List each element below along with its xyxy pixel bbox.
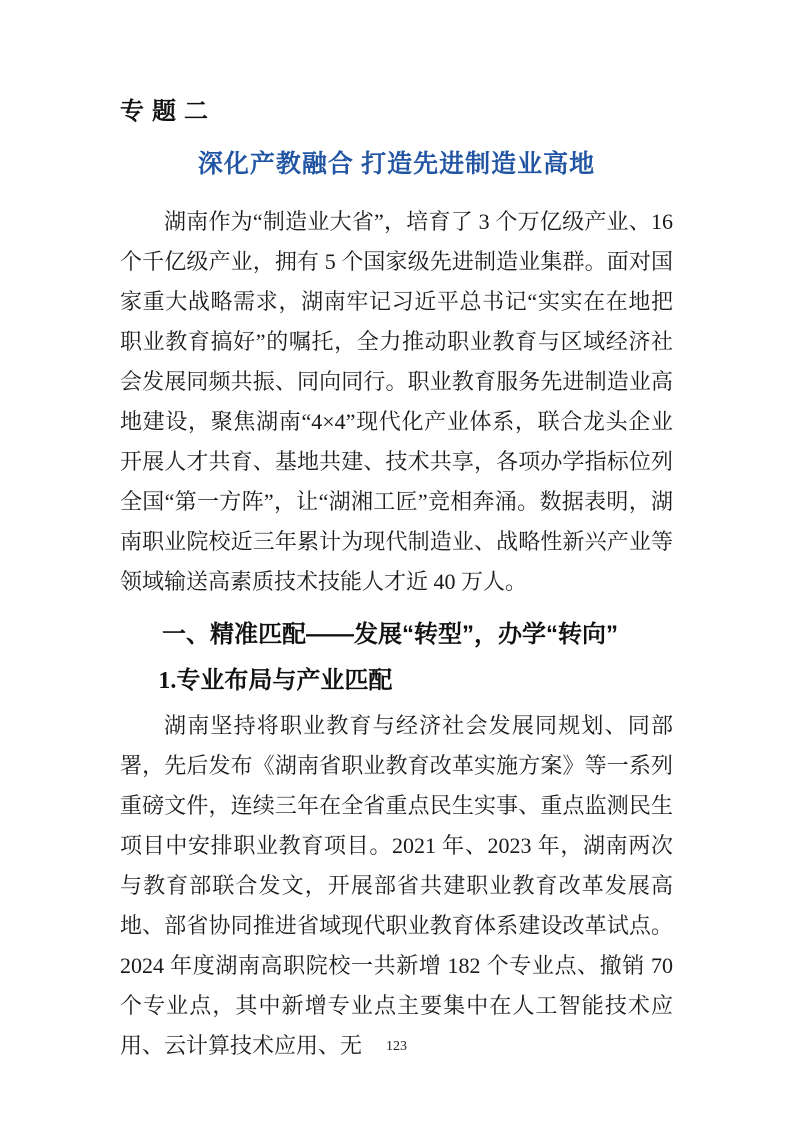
body-paragraph-2: 湖南坚持将职业教育与经济社会发展同规划、同部署，先后发布《湖南省职业教育改革实施方案》等一系列重磅文件，连续三年在全省重点民生实事、重点监测民生项目中安排职业教育项目。2021 年、2023 年，湖南两次与教育部联合发文，开展部省共建职业教育改革发展高地、部省协同推进省域现代职业教育体系建设改革试点。2024 年度湖南高职院校一共新增 182 个专业点、撤销 70 个专业点，其中新增专业点主要集中在人工智能技术应用、云计算技术应用、无 [120, 713, 673, 1058]
section-heading: 一、精准匹配——发展“转型”，办学“转向” [162, 621, 618, 648]
subsection-heading: 1.专业布局与产业匹配 [158, 668, 393, 694]
page-number: 123 [386, 1039, 407, 1054]
document-title: 深化产教融合 打造先进制造业高地 [197, 151, 596, 178]
body-paragraph-1: 湖南作为“制造业大省”，培育了 3 个万亿级产业、16 个千亿级产业，拥有 5 个国家级先进制造业集群。面对国家重大战略需求，湖南牢记习近平总书记“实实在在地把职业教育搞好”的嘱托，全力推动职业教育与区域经济社会发展同频共振、同向同行。职业教育服务先进制造业高地建设，聚焦湖南“4×4”现代化产业体系，联合龙头企业开展人才共育、基地共建、技术共享，各项办学指标位列全国“第一方阵”，让“湖湘工匠”竞相奔涌。数据表明，湖南职业院校近三年累计为现代制造业、战略性新兴产业等领域输送高素质技术技能人才近 40 万人。 [120, 209, 673, 594]
chapter-label: 专题二 [120, 98, 216, 125]
